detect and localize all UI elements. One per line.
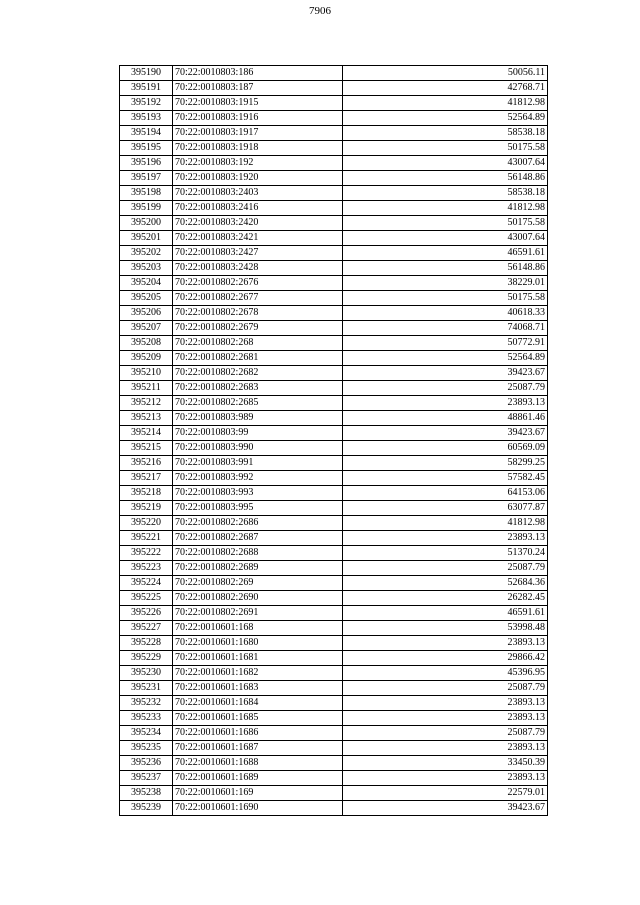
table-body (120, 66, 548, 816)
cadastral-number-cell: 70:22:0010803:2421 (173, 231, 343, 246)
cadastral-number-cell: 70:22:0010803:990 (173, 441, 343, 456)
table-row (120, 771, 548, 786)
value-cell: 23893.13 (343, 711, 548, 726)
value-cell: 50175.58 (343, 216, 548, 231)
cadastral-number-cell: 70:22:0010803:2403 (173, 186, 343, 201)
row-number-cell: 395218 (120, 486, 173, 501)
value-cell: 23893.13 (343, 531, 548, 546)
row-number-cell: 395223 (120, 561, 173, 576)
cadastral-number-cell: 70:22:0010802:2678 (173, 306, 343, 321)
value-cell: 41812.98 (343, 201, 548, 216)
row-number-cell: 395208 (120, 336, 173, 351)
value-cell: 25087.79 (343, 381, 548, 396)
cadastral-number-cell: 70:22:0010601:1682 (173, 666, 343, 681)
value-cell: 25087.79 (343, 726, 548, 741)
cadastral-number-cell: 70:22:0010803:186 (173, 66, 343, 81)
cadastral-number-cell: 70:22:0010802:269 (173, 576, 343, 591)
row-number-cell: 395213 (120, 411, 173, 426)
table-row (120, 81, 548, 96)
cadastral-number-cell: 70:22:0010803:1915 (173, 96, 343, 111)
cadastral-number-cell: 70:22:0010803:187 (173, 81, 343, 96)
row-number-cell: 395235 (120, 741, 173, 756)
cadastral-number-cell: 70:22:0010803:1918 (173, 141, 343, 156)
table-row (120, 186, 548, 201)
row-number-cell: 395237 (120, 771, 173, 786)
cadastral-number-cell: 70:22:0010802:2688 (173, 546, 343, 561)
row-number-cell: 395226 (120, 606, 173, 621)
cadastral-number-cell: 70:22:0010601:1684 (173, 696, 343, 711)
value-cell: 23893.13 (343, 396, 548, 411)
table-row (120, 321, 548, 336)
row-number-cell: 395207 (120, 321, 173, 336)
value-cell: 33450.39 (343, 756, 548, 771)
row-number-cell: 395201 (120, 231, 173, 246)
cadastral-number-cell: 70:22:0010802:268 (173, 336, 343, 351)
value-cell: 41812.98 (343, 96, 548, 111)
cadastral-number-cell: 70:22:0010802:2677 (173, 291, 343, 306)
table-row (120, 306, 548, 321)
value-cell: 56148.86 (343, 171, 548, 186)
value-cell: 53998.48 (343, 621, 548, 636)
row-number-cell: 395215 (120, 441, 173, 456)
cadastral-number-cell: 70:22:0010803:1916 (173, 111, 343, 126)
row-number-cell: 395203 (120, 261, 173, 276)
row-number-cell: 395221 (120, 531, 173, 546)
cadastral-number-cell: 70:22:0010803:99 (173, 426, 343, 441)
table-row (120, 171, 548, 186)
cadastral-number-cell: 70:22:0010803:992 (173, 471, 343, 486)
value-cell: 74068.71 (343, 321, 548, 336)
table-row (120, 591, 548, 606)
cadastral-number-cell: 70:22:0010803:192 (173, 156, 343, 171)
table-row (120, 66, 548, 81)
table-row (120, 666, 548, 681)
table-row (120, 621, 548, 636)
value-cell: 39423.67 (343, 801, 548, 816)
value-cell: 50056.11 (343, 66, 548, 81)
table-row (120, 501, 548, 516)
cadastral-number-cell: 70:22:0010803:991 (173, 456, 343, 471)
row-number-cell: 395212 (120, 396, 173, 411)
row-number-cell: 395228 (120, 636, 173, 651)
row-number-cell: 395232 (120, 696, 173, 711)
row-number-cell: 395220 (120, 516, 173, 531)
cadastral-number-cell: 70:22:0010601:1685 (173, 711, 343, 726)
row-number-cell: 395216 (120, 456, 173, 471)
value-cell: 50175.58 (343, 141, 548, 156)
row-number-cell: 395227 (120, 621, 173, 636)
value-cell: 41812.98 (343, 516, 548, 531)
value-cell: 46591.61 (343, 606, 548, 621)
value-cell: 58538.18 (343, 186, 548, 201)
cadastral-number-cell: 70:22:0010802:2686 (173, 516, 343, 531)
table-row (120, 786, 548, 801)
value-cell: 23893.13 (343, 741, 548, 756)
cadastral-number-cell: 70:22:0010803:995 (173, 501, 343, 516)
row-number-cell: 395210 (120, 366, 173, 381)
table-row (120, 441, 548, 456)
value-cell: 29866.42 (343, 651, 548, 666)
cadastral-number-cell: 70:22:0010601:1689 (173, 771, 343, 786)
row-number-cell: 395204 (120, 276, 173, 291)
cadastral-number-cell: 70:22:0010802:2687 (173, 531, 343, 546)
table-row (120, 156, 548, 171)
cadastral-number-cell: 70:22:0010803:989 (173, 411, 343, 426)
row-number-cell: 395191 (120, 81, 173, 96)
row-number-cell: 395236 (120, 756, 173, 771)
row-number-cell: 395205 (120, 291, 173, 306)
row-number-cell: 395238 (120, 786, 173, 801)
value-cell: 43007.64 (343, 156, 548, 171)
table-row (120, 486, 548, 501)
value-cell: 58538.18 (343, 126, 548, 141)
cadastral-number-cell: 70:22:0010802:2682 (173, 366, 343, 381)
table-row (120, 531, 548, 546)
value-cell: 25087.79 (343, 681, 548, 696)
table-row (120, 246, 548, 261)
cadastral-number-cell: 70:22:0010802:2683 (173, 381, 343, 396)
table-row (120, 381, 548, 396)
value-cell: 39423.67 (343, 366, 548, 381)
table-row (120, 636, 548, 651)
table-row (120, 291, 548, 306)
cadastral-number-cell: 70:22:0010601:1681 (173, 651, 343, 666)
row-number-cell: 395194 (120, 126, 173, 141)
cadastral-number-cell: 70:22:0010802:2690 (173, 591, 343, 606)
cadastral-number-cell: 70:22:0010803:993 (173, 486, 343, 501)
table-row (120, 576, 548, 591)
row-number-cell: 395230 (120, 666, 173, 681)
cadastral-number-cell: 70:22:0010802:2676 (173, 276, 343, 291)
row-number-cell: 395231 (120, 681, 173, 696)
row-number-cell: 395225 (120, 591, 173, 606)
table-row (120, 756, 548, 771)
cadastral-number-cell: 70:22:0010803:1917 (173, 126, 343, 141)
table-row (120, 111, 548, 126)
table-row (120, 516, 548, 531)
row-number-cell: 395233 (120, 711, 173, 726)
table-row (120, 471, 548, 486)
row-number-cell: 395234 (120, 726, 173, 741)
cadastral-number-cell: 70:22:0010803:1920 (173, 171, 343, 186)
row-number-cell: 395211 (120, 381, 173, 396)
row-number-cell: 395198 (120, 186, 173, 201)
value-cell: 48861.46 (343, 411, 548, 426)
table-row (120, 651, 548, 666)
cadastral-number-cell: 70:22:0010803:2416 (173, 201, 343, 216)
table-row (120, 741, 548, 756)
table-row (120, 456, 548, 471)
cadastral-number-cell: 70:22:0010601:1680 (173, 636, 343, 651)
table-row (120, 396, 548, 411)
value-cell: 63077.87 (343, 501, 548, 516)
value-cell: 23893.13 (343, 771, 548, 786)
table-row (120, 336, 548, 351)
value-cell: 57582.45 (343, 471, 548, 486)
cadastral-number-cell: 70:22:0010802:2685 (173, 396, 343, 411)
table-row (120, 126, 548, 141)
row-number-cell: 395195 (120, 141, 173, 156)
table-row (120, 411, 548, 426)
table-row (120, 561, 548, 576)
row-number-cell: 395197 (120, 171, 173, 186)
value-cell: 46591.61 (343, 246, 548, 261)
row-number-cell: 395217 (120, 471, 173, 486)
cadastral-number-cell: 70:22:0010803:2428 (173, 261, 343, 276)
cadastral-number-cell: 70:22:0010601:168 (173, 621, 343, 636)
cadastral-number-cell: 70:22:0010803:2427 (173, 246, 343, 261)
table-row (120, 711, 548, 726)
row-number-cell: 395202 (120, 246, 173, 261)
cadastral-number-cell: 70:22:0010601:169 (173, 786, 343, 801)
value-cell: 58299.25 (343, 456, 548, 471)
table-row (120, 201, 548, 216)
table-row (120, 231, 548, 246)
row-number-cell: 395209 (120, 351, 173, 366)
row-number-cell: 395193 (120, 111, 173, 126)
cadastral-number-cell: 70:22:0010803:2420 (173, 216, 343, 231)
table-row (120, 606, 548, 621)
table-row (120, 696, 548, 711)
row-number-cell: 395229 (120, 651, 173, 666)
table-row (120, 801, 548, 816)
value-cell: 26282.45 (343, 591, 548, 606)
data-table (119, 65, 548, 816)
value-cell: 56148.86 (343, 261, 548, 276)
table-row (120, 681, 548, 696)
table-row (120, 351, 548, 366)
table-row (120, 366, 548, 381)
value-cell: 60569.09 (343, 441, 548, 456)
table-row (120, 426, 548, 441)
cadastral-number-cell: 70:22:0010802:2679 (173, 321, 343, 336)
value-cell: 50772.91 (343, 336, 548, 351)
value-cell: 45396.95 (343, 666, 548, 681)
row-number-cell: 395222 (120, 546, 173, 561)
value-cell: 52684.36 (343, 576, 548, 591)
page-number: 7906 (309, 5, 331, 17)
table-row (120, 726, 548, 741)
table-row (120, 141, 548, 156)
value-cell: 40618.33 (343, 306, 548, 321)
cadastral-number-cell: 70:22:0010601:1687 (173, 741, 343, 756)
cadastral-number-cell: 70:22:0010802:2689 (173, 561, 343, 576)
value-cell: 50175.58 (343, 291, 548, 306)
value-cell: 43007.64 (343, 231, 548, 246)
value-cell: 64153.06 (343, 486, 548, 501)
value-cell: 38229.01 (343, 276, 548, 291)
value-cell: 22579.01 (343, 786, 548, 801)
table-row (120, 546, 548, 561)
value-cell: 23893.13 (343, 696, 548, 711)
cadastral-number-cell: 70:22:0010601:1690 (173, 801, 343, 816)
value-cell: 23893.13 (343, 636, 548, 651)
row-number-cell: 395199 (120, 201, 173, 216)
value-cell: 39423.67 (343, 426, 548, 441)
cadastral-number-cell: 70:22:0010601:1683 (173, 681, 343, 696)
cadastral-number-cell: 70:22:0010802:2681 (173, 351, 343, 366)
table-row (120, 276, 548, 291)
row-number-cell: 395214 (120, 426, 173, 441)
value-cell: 25087.79 (343, 561, 548, 576)
value-cell: 52564.89 (343, 351, 548, 366)
table-row (120, 261, 548, 276)
row-number-cell: 395196 (120, 156, 173, 171)
row-number-cell: 395219 (120, 501, 173, 516)
table-row (120, 96, 548, 111)
row-number-cell: 395200 (120, 216, 173, 231)
cadastral-number-cell: 70:22:0010601:1688 (173, 756, 343, 771)
row-number-cell: 395239 (120, 801, 173, 816)
value-cell: 52564.89 (343, 111, 548, 126)
value-cell: 42768.71 (343, 81, 548, 96)
table-row (120, 216, 548, 231)
row-number-cell: 395206 (120, 306, 173, 321)
cadastral-number-cell: 70:22:0010802:2691 (173, 606, 343, 621)
value-cell: 51370.24 (343, 546, 548, 561)
row-number-cell: 395190 (120, 66, 173, 81)
row-number-cell: 395224 (120, 576, 173, 591)
cadastral-number-cell: 70:22:0010601:1686 (173, 726, 343, 741)
row-number-cell: 395192 (120, 96, 173, 111)
